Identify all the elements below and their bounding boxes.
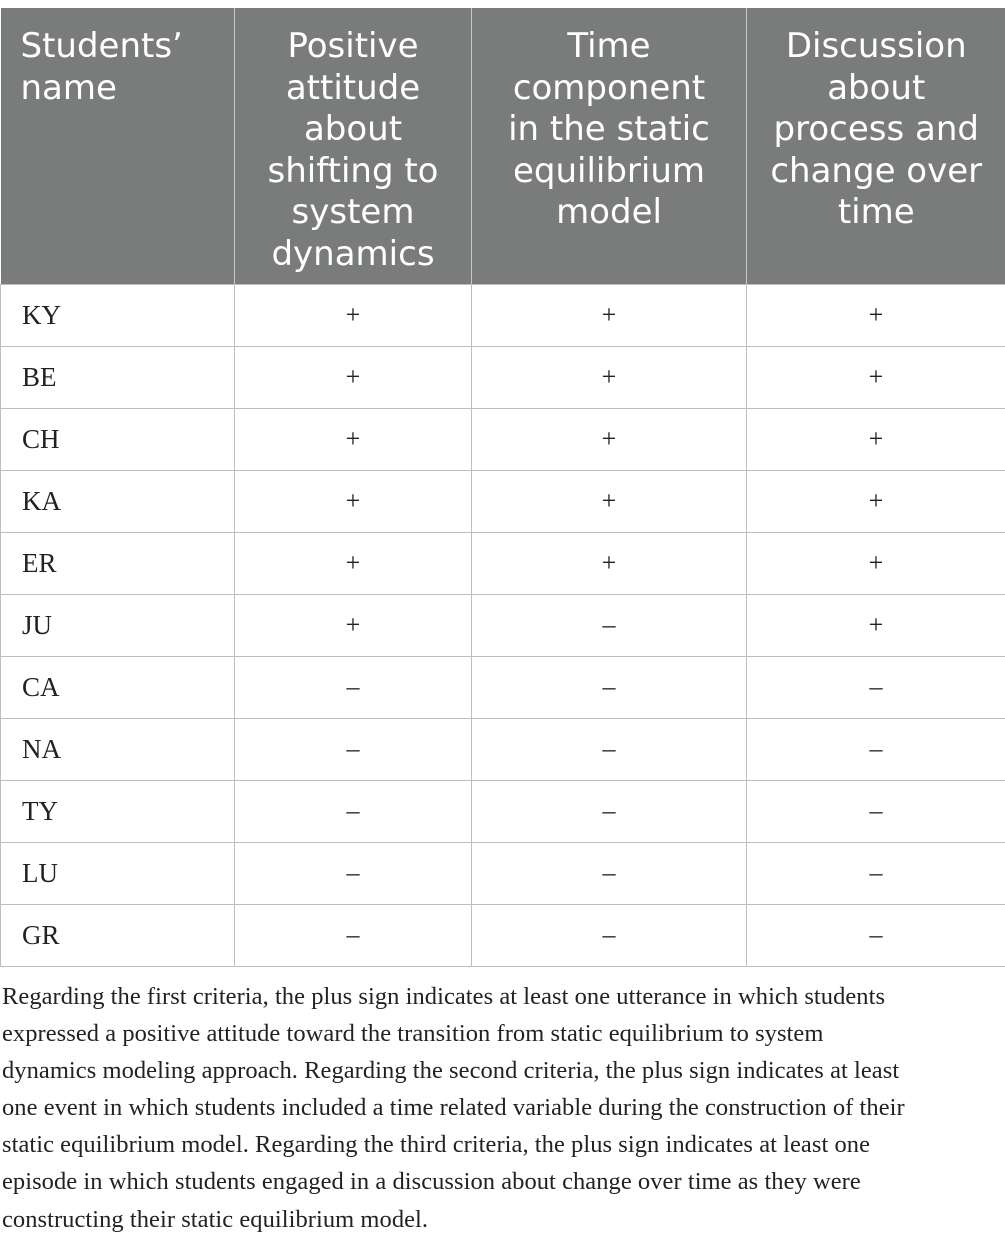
footnote-line: episode in which students engaged in a discussion about change over time as they were bbox=[2, 1168, 861, 1196]
header-line: model bbox=[556, 192, 662, 232]
attitude-cell: – bbox=[235, 780, 472, 842]
table-row bbox=[1, 718, 1005, 780]
student-name-cell: CH bbox=[1, 408, 235, 470]
header-students-name bbox=[1, 8, 235, 284]
header-line: Time bbox=[567, 26, 651, 66]
attitude-cell: – bbox=[235, 904, 472, 966]
student-name-cell: LU bbox=[1, 842, 235, 904]
discussion-cell: + bbox=[747, 346, 1005, 408]
attitude-cell: + bbox=[235, 408, 472, 470]
discussion-cell: + bbox=[747, 532, 1005, 594]
discussion-cell: + bbox=[747, 594, 1005, 656]
discussion-cell: – bbox=[747, 780, 1005, 842]
discussion-cell: – bbox=[747, 904, 1005, 966]
footnote-line: expressed a positive attitude toward the transition from static equilibrium to system bbox=[2, 1020, 824, 1048]
header-line: process and bbox=[773, 109, 979, 149]
header-line: time bbox=[837, 192, 915, 232]
time-component-cell: + bbox=[472, 532, 747, 594]
student-name-cell: KA bbox=[1, 470, 235, 532]
header-line: Positive bbox=[287, 26, 419, 66]
header-positive-attitude bbox=[235, 8, 472, 284]
time-component-cell: + bbox=[472, 346, 747, 408]
table-row bbox=[1, 656, 1005, 718]
attitude-cell: – bbox=[235, 656, 472, 718]
attitude-cell: – bbox=[235, 842, 472, 904]
discussion-cell: – bbox=[747, 718, 1005, 780]
header-line: component bbox=[512, 67, 706, 108]
table-row bbox=[1, 346, 1005, 408]
discussion-cell: – bbox=[747, 842, 1005, 904]
header-line: dynamics bbox=[271, 233, 435, 274]
time-component-cell: + bbox=[472, 470, 747, 532]
time-component-cell: – bbox=[472, 780, 747, 842]
footnote-line: constructing their static equilibrium model. bbox=[2, 1205, 429, 1233]
header-line: system bbox=[291, 192, 415, 232]
time-component-cell: – bbox=[472, 718, 747, 780]
header-line: shifting to bbox=[267, 150, 439, 191]
time-component-cell: + bbox=[472, 284, 747, 346]
table-row bbox=[1, 470, 1005, 532]
table-row bbox=[1, 842, 1005, 904]
attitude-cell: + bbox=[235, 346, 472, 408]
header-line: Discussion bbox=[785, 26, 967, 66]
table-footnote bbox=[2, 978, 1002, 1238]
attitude-cell: + bbox=[235, 470, 472, 532]
header-line: about bbox=[303, 109, 403, 149]
footnote-line: Regarding the first criteria, the plus sign indicates at least one utterance in which students bbox=[2, 983, 886, 1010]
table-body bbox=[1, 284, 1005, 966]
table-row bbox=[1, 780, 1005, 842]
student-name-cell: TY bbox=[1, 780, 235, 842]
header-discussion bbox=[747, 8, 1005, 284]
time-component-cell: + bbox=[472, 408, 747, 470]
student-name-cell: KY bbox=[1, 284, 235, 346]
header-row bbox=[1, 8, 1005, 284]
time-component-cell: – bbox=[472, 594, 747, 656]
footnote-line: one event in which students included a time related variable during the construction of their bbox=[2, 1094, 905, 1122]
time-component-cell: – bbox=[472, 656, 747, 718]
header-line: Students’ bbox=[20, 26, 183, 66]
attitude-cell: + bbox=[235, 594, 472, 656]
table-header bbox=[1, 8, 1005, 284]
student-name-cell: CA bbox=[1, 656, 235, 718]
student-name-cell: GR bbox=[1, 904, 235, 966]
header-line: in the static bbox=[508, 109, 710, 149]
results-table-container bbox=[0, 8, 1005, 967]
time-component-cell: – bbox=[472, 842, 747, 904]
attitude-cell: + bbox=[235, 284, 472, 346]
table-row bbox=[1, 594, 1005, 656]
table-row bbox=[1, 904, 1005, 966]
footnote-line: dynamics modeling approach. Regarding the second criteria, the plus sign indicates at least bbox=[2, 1057, 900, 1085]
student-name-cell: BE bbox=[1, 346, 235, 408]
table-row bbox=[1, 408, 1005, 470]
discussion-cell: + bbox=[747, 408, 1005, 470]
attitude-cell: + bbox=[235, 532, 472, 594]
header-line: equilibrium bbox=[512, 150, 706, 191]
results-table bbox=[0, 8, 1005, 967]
header-line: name bbox=[20, 67, 117, 108]
header-line: change over bbox=[770, 150, 983, 191]
footnote-line: static equilibrium model. Regarding the third criteria, the plus sign indicates at least one bbox=[2, 1131, 870, 1159]
student-name-cell: ER bbox=[1, 532, 235, 594]
student-name-cell: NA bbox=[1, 718, 235, 780]
discussion-cell: + bbox=[747, 470, 1005, 532]
student-name-cell: JU bbox=[1, 594, 235, 656]
attitude-cell: – bbox=[235, 718, 472, 780]
header-line: attitude bbox=[285, 67, 421, 108]
discussion-cell: – bbox=[747, 656, 1005, 718]
table-row bbox=[1, 284, 1005, 346]
header-line: about bbox=[827, 67, 926, 108]
table-row bbox=[1, 532, 1005, 594]
time-component-cell: – bbox=[472, 904, 747, 966]
discussion-cell: + bbox=[747, 284, 1005, 346]
header-time-component bbox=[472, 8, 747, 284]
